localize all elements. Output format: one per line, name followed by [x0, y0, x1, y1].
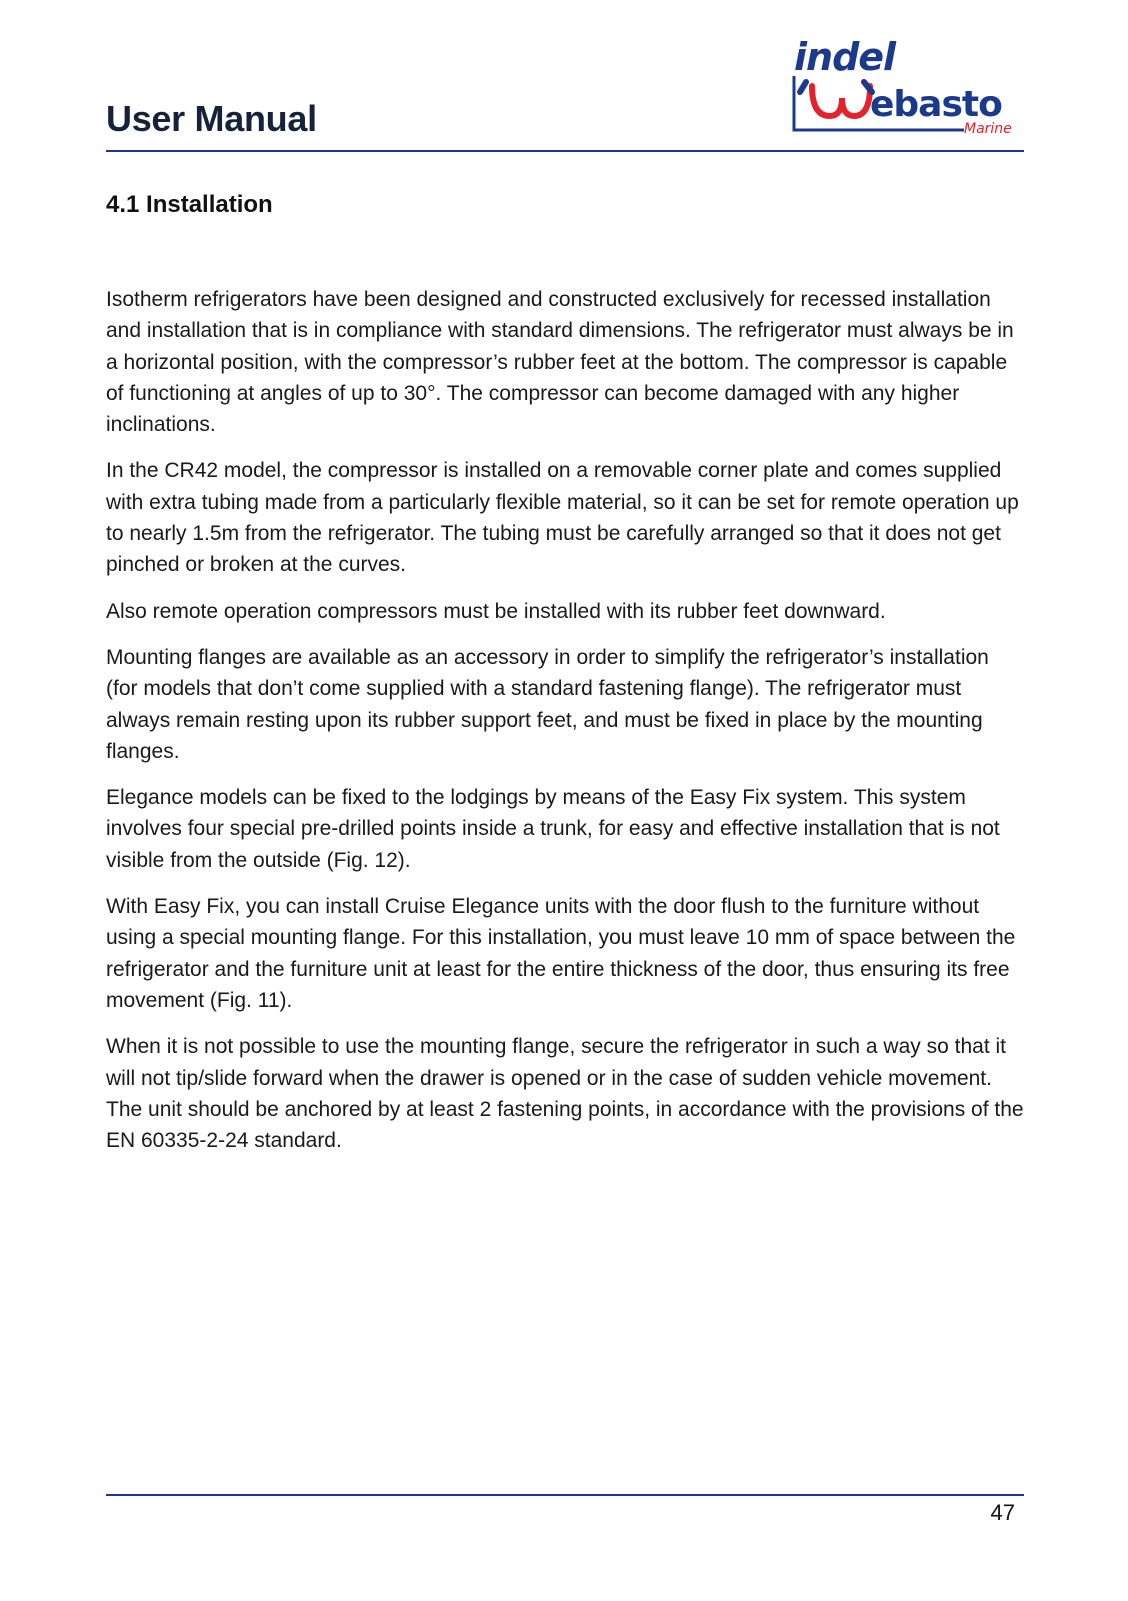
header-divider: [106, 150, 1024, 152]
indel-webasto-marine-logo: [792, 34, 1024, 138]
paragraph: In the CR42 model, the compressor is installed on a removable corner plate and comes supplied with extra tubing made from a particularly flexible material, so it can be set for remote operation up to nearly 1.5m from the refrigerator. The tubing must be carefully arranged so that it does not get pinched or broken at the curves.: [106, 459, 1019, 577]
paragraph: With Easy Fix, you can install Cruise Elegance units with the door flush to the furniture without using a special mounting flange. For this installation, you must leave 10 mm of space between the refrigerator and the furniture unit at least for the entire thickness of the door, thus ensuring its free movement (Fig. 11).: [106, 895, 1016, 1012]
page-header-title: User Manual: [106, 98, 317, 139]
paragraph: Mounting flanges are available as an accessory in order to simplify the refrigerator’s installation (for models that don’t come supplied with a standard fastening flange). The refrigerator must always remain resting upon its rubber support feet, and must be fixed in place by the mounting flanges.: [106, 645, 989, 763]
footer-divider: [106, 1494, 1024, 1496]
paragraph: Elegance models can be fixed to the lodgings by means of the Easy Fix system. This system involves four special pre-drilled points inside a trunk, for easy and effective installation that is not visible from the outside (Fig. 12).: [106, 786, 1000, 872]
paragraph: When it is not possible to use the mounting flange, secure the refrigerator in such a way so that it will not tip/slide forward when the drawer is opened or in the case of sudden vehicle movement. The unit should be anchored by at least 2 fastening points, in accordance with the provisions of the EN 60335-2-24 standard.: [106, 1035, 1024, 1153]
paragraph: Isotherm refrigerators have been designed and constructed exclusively for recessed installation and installation that is in compliance with standard dimensions. The refrigerator must always be in a horizontal position, with the compressor’s rubber feet at the bottom. The compressor is capable of functioning at angles of up to 30°. The compressor can become damaged with any higher inclinations.: [106, 288, 1014, 437]
paragraph: Also remote operation compressors must be installed with its rubber feet downward.: [106, 599, 886, 623]
svg-text:indel: indel: [794, 35, 896, 79]
svg-text:ebasto: ebasto: [870, 84, 1002, 125]
body-text: [106, 284, 1026, 1171]
svg-text:Marine: Marine: [964, 121, 1012, 137]
page-number: 47: [990, 1500, 1015, 1525]
section-title: 4.1 Installation: [106, 191, 273, 218]
